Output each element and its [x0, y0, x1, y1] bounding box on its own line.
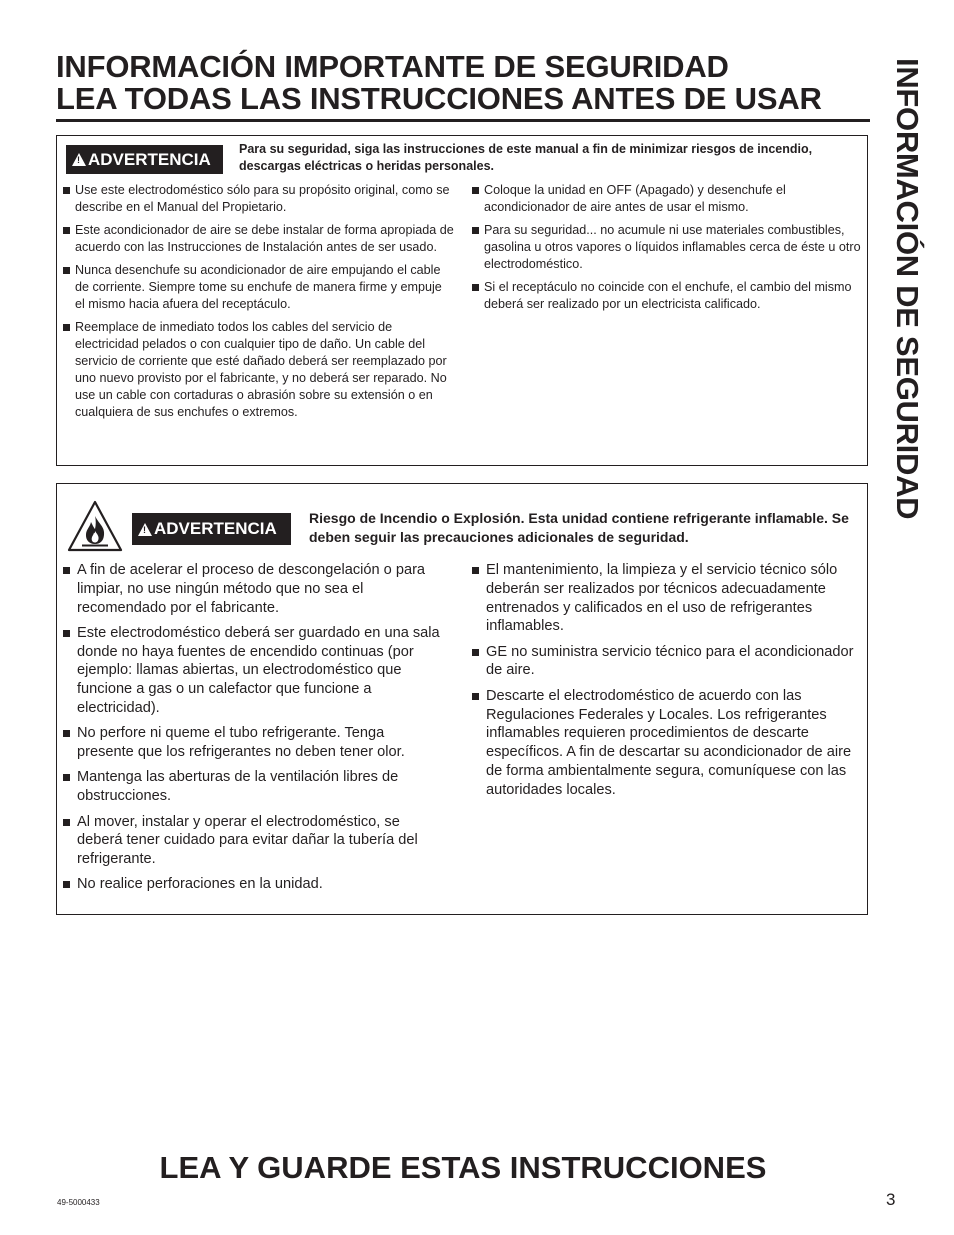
list-item: GE no suministra servicio técnico para el acondicionador de aire. — [472, 643, 864, 681]
side-section-label: INFORMACIÓN DE SEGURIDAD — [890, 58, 925, 520]
header-divider — [56, 119, 870, 122]
list-item: Este acondicionador de aire se debe instalar de forma apropiada de acuerdo con las Instrucciones de Instalación antes de ser usado. — [63, 222, 455, 256]
warning-badge-label: ADVERTENCIA — [154, 519, 277, 538]
warning-box-general — [56, 135, 868, 466]
list-item: No realice perforaciones en la unidad. — [63, 875, 443, 894]
warning-badge — [132, 513, 291, 545]
page-number: 3 — [886, 1190, 896, 1209]
warning-triangle-icon — [138, 523, 152, 536]
warning-list-right — [472, 182, 864, 319]
list-item: Nunca desenchufe su acondicionador de aire empujando el cable de corriente. Siempre tome su enchufe de manera firme y empuje el mismo hacia afuera del receptáculo. — [63, 262, 455, 313]
list-item: Reemplace de inmediato todos los cables del servicio de electricidad pelados o con cualquier tipo de daño. Un cable del servicio de corriente que esté dañado deberá ser reemplazado por uno nuevo provisto por el fabricante, y no deberá ser reparado. No use un cable con cortaduras o abrasión sobre su extensión o en cualquiera de sus enchufes o extremos. — [63, 319, 455, 421]
warning-intro-text: Para su seguridad, siga las instrucciones de este manual a fin de minimizar riesgos de incendio, descargas eléctricas o heridas personales. — [239, 142, 813, 173]
page-header — [56, 51, 870, 115]
list-item: Use este electrodoméstico sólo para su propósito original, como se describe en el Manual del Propietario. — [63, 182, 455, 216]
side-section-tab — [886, 58, 930, 528]
list-item: Coloque la unidad en OFF (Apagado) y desenchufe el acondicionador de aire antes de usar el mismo. — [472, 182, 864, 216]
document-number: 49-5000433 — [57, 1198, 100, 1207]
list-item: Mantenga las aberturas de la ventilación libres de obstrucciones. — [63, 768, 443, 806]
header-title-line1: INFORMACIÓN IMPORTANTE DE SEGURIDAD — [56, 49, 729, 84]
warning-box-flammable — [56, 483, 868, 915]
fire-hazard-icon — [67, 500, 123, 552]
list-item: El mantenimiento, la limpieza y el servicio técnico sólo deberán ser realizados por técnicos adecuadamente entrenados y calificados en el uso de refrigerantes inflamables. — [472, 561, 864, 636]
warning-badge — [66, 145, 223, 174]
warning-triangle-icon — [72, 153, 86, 166]
footer-title: LEA Y GUARDE ESTAS INSTRUCCIONES — [159, 1150, 767, 1185]
warning-badge-label: ADVERTENCIA — [88, 149, 211, 169]
list-item: Para su seguridad... no acumule ni use materiales combustibles, gasolina u otros vapores o líquidos inflamables cerca de éste u otro electrodoméstico. — [472, 222, 864, 273]
list-item: A fin de acelerar el proceso de descongelación o para limpiar, no use ningún método que no sea el recomendado por el fabricante. — [63, 561, 443, 617]
warning-intro-text: Riesgo de Incendio o Explosión. Esta unidad contiene refrigerante inflamable. Se deben seguir las precauciones adicionales de seguridad. — [309, 510, 849, 545]
list-item: Descarte el electrodoméstico de acuerdo con las Regulaciones Federales y Locales. Los refrigerantes inflamables requieren procedimientos de descarte específicos. A fin de descartar su acondicionador de aire de forma ambientalmente segura, comuníquese con las autoridades locales. — [472, 687, 864, 800]
header-title-line2: LEA TODAS LAS INSTRUCCIONES ANTES DE USAR — [56, 81, 822, 116]
list-item: Si el receptáculo no coincide con el enchufe, el cambio del mismo deberá ser realizado por un electricista calificado. — [472, 279, 864, 313]
warning-list-left — [63, 561, 443, 901]
list-item: Al mover, instalar y operar el electrodoméstico, se deberá tener cuidado para evitar dañar la tubería del refrigerante. — [63, 813, 443, 869]
warning-list-right — [472, 561, 864, 806]
warning-list-left — [63, 182, 455, 427]
list-item: Este electrodoméstico deberá ser guardado en una sala donde no haya fuentes de encendido continuas (por ejemplo: llamas abiertas, un electrodoméstico que funcione a gas o un calefactor que funcione a electricidad). — [63, 624, 443, 718]
list-item: No perfore ni queme el tubo refrigerante. Tenga presente que los refrigerantes no deben tener olor. — [63, 724, 443, 762]
